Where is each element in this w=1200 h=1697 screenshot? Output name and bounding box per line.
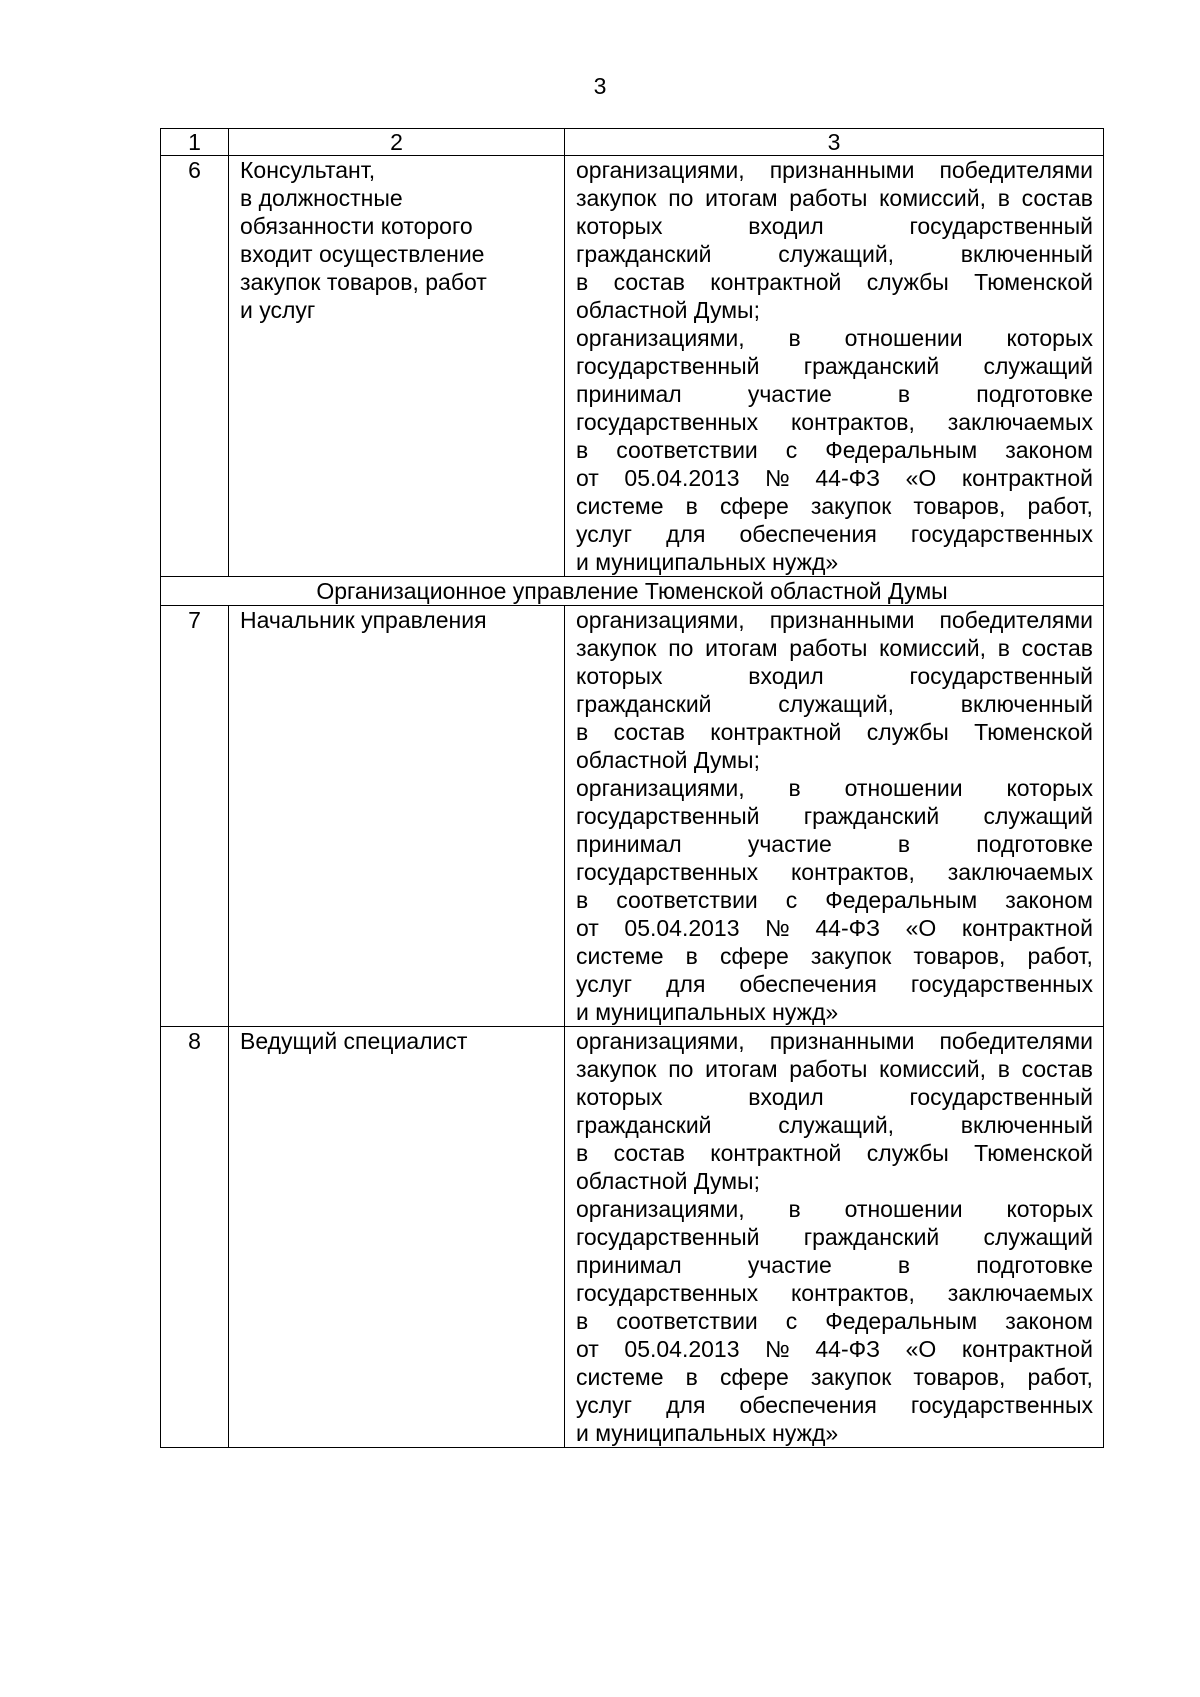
position-cell <box>229 606 565 1027</box>
header-col-2: 2 <box>229 129 565 156</box>
description-line: в состав контрактной службы Тюменской <box>576 1140 1093 1166</box>
description-line: от 05.04.2013 № 44-ФЗ «О контрактной <box>576 465 1093 491</box>
description-line: организациями, признанными победителями <box>576 157 1093 183</box>
description-cell <box>565 606 1104 1027</box>
section-row <box>161 577 1104 606</box>
description-line: и муниципальных нужд» <box>576 999 839 1025</box>
description-line: услуг для обеспечения государственных <box>576 521 1093 547</box>
description-line: областной Думы; <box>576 747 760 773</box>
description-line: государственный гражданский служащий <box>576 1224 1093 1250</box>
description-line: закупок по итогам работы комиссий, в состав <box>576 635 1093 661</box>
header-col-3: 3 <box>565 129 1104 156</box>
position-line: в должностные <box>240 185 403 211</box>
description-line: в состав контрактной службы Тюменской <box>576 719 1093 745</box>
description-line: от 05.04.2013 № 44-ФЗ «О контрактной <box>576 1336 1093 1362</box>
description-line: гражданский служащий, включенный <box>576 691 1093 717</box>
description-line: услуг для обеспечения государственных <box>576 971 1093 997</box>
description-line: закупок по итогам работы комиссий, в состав <box>576 1056 1093 1082</box>
description-line: государственных контрактов, заключаемых <box>576 409 1093 435</box>
description-line: принимал участие в подготовке <box>576 1252 1093 1278</box>
description-line: которых входил государственный <box>576 1084 1093 1110</box>
position-line: Начальник управления <box>240 607 487 633</box>
table-row <box>161 1027 1104 1448</box>
description-line: гражданский служащий, включенный <box>576 1112 1093 1138</box>
description-line: организациями, признанными победителями <box>576 607 1093 633</box>
description-line: которых входил государственный <box>576 663 1093 689</box>
description-line: системе в сфере закупок товаров, работ, <box>576 943 1093 969</box>
position-line: Ведущий специалист <box>240 1028 468 1054</box>
description-line: которых входил государственный <box>576 213 1093 239</box>
position-line: и услуг <box>240 297 316 323</box>
position-cell <box>229 1027 565 1448</box>
description-cell <box>565 156 1104 577</box>
row-number: 8 <box>161 1027 229 1448</box>
position-cell <box>229 156 565 577</box>
description-line: в соответствии с Федеральным законом <box>576 437 1093 463</box>
description-line: принимал участие в подготовке <box>576 831 1093 857</box>
position-line: закупок товаров, работ <box>240 269 487 295</box>
row-number: 7 <box>161 606 229 1027</box>
description-line: государственный гражданский служащий <box>576 803 1093 829</box>
description-line: услуг для обеспечения государственных <box>576 1392 1093 1418</box>
page-number: 3 <box>593 73 607 99</box>
position-line: обязанности которого <box>240 213 473 239</box>
description-line: и муниципальных нужд» <box>576 1420 839 1446</box>
description-line: государственных контрактов, заключаемых <box>576 1280 1093 1306</box>
table-row <box>161 606 1104 1027</box>
description-line: организациями, в отношении которых <box>576 325 1093 351</box>
description-line: в состав контрактной службы Тюменской <box>576 269 1093 295</box>
description-line: и муниципальных нужд» <box>576 549 839 575</box>
description-line: организациями, в отношении которых <box>576 775 1093 801</box>
description-line: гражданский служащий, включенный <box>576 241 1093 267</box>
description-line: принимал участие в подготовке <box>576 381 1093 407</box>
description-line: организациями, в отношении которых <box>576 1196 1093 1222</box>
section-title: Организационное управление Тюменской областной Думы <box>161 577 1104 606</box>
description-line: системе в сфере закупок товаров, работ, <box>576 1364 1093 1390</box>
table-header-row <box>161 129 1104 156</box>
description-line: системе в сфере закупок товаров, работ, <box>576 493 1093 519</box>
description-line: областной Думы; <box>576 1168 760 1194</box>
description-line: в соответствии с Федеральным законом <box>576 1308 1093 1334</box>
position-line: входит осуществление <box>240 241 485 267</box>
description-line: в соответствии с Федеральным законом <box>576 887 1093 913</box>
description-line: государственных контрактов, заключаемых <box>576 859 1093 885</box>
description-line: от 05.04.2013 № 44-ФЗ «О контрактной <box>576 915 1093 941</box>
description-line: государственный гражданский служащий <box>576 353 1093 379</box>
header-col-1: 1 <box>161 129 229 156</box>
description-line: закупок по итогам работы комиссий, в состав <box>576 185 1093 211</box>
description-line: областной Думы; <box>576 297 760 323</box>
description-line: организациями, признанными победителями <box>576 1028 1093 1054</box>
row-number: 6 <box>161 156 229 577</box>
positions-table <box>160 128 1104 1448</box>
description-cell <box>565 1027 1104 1448</box>
table-row <box>161 156 1104 577</box>
position-line: Консультант, <box>240 157 376 183</box>
